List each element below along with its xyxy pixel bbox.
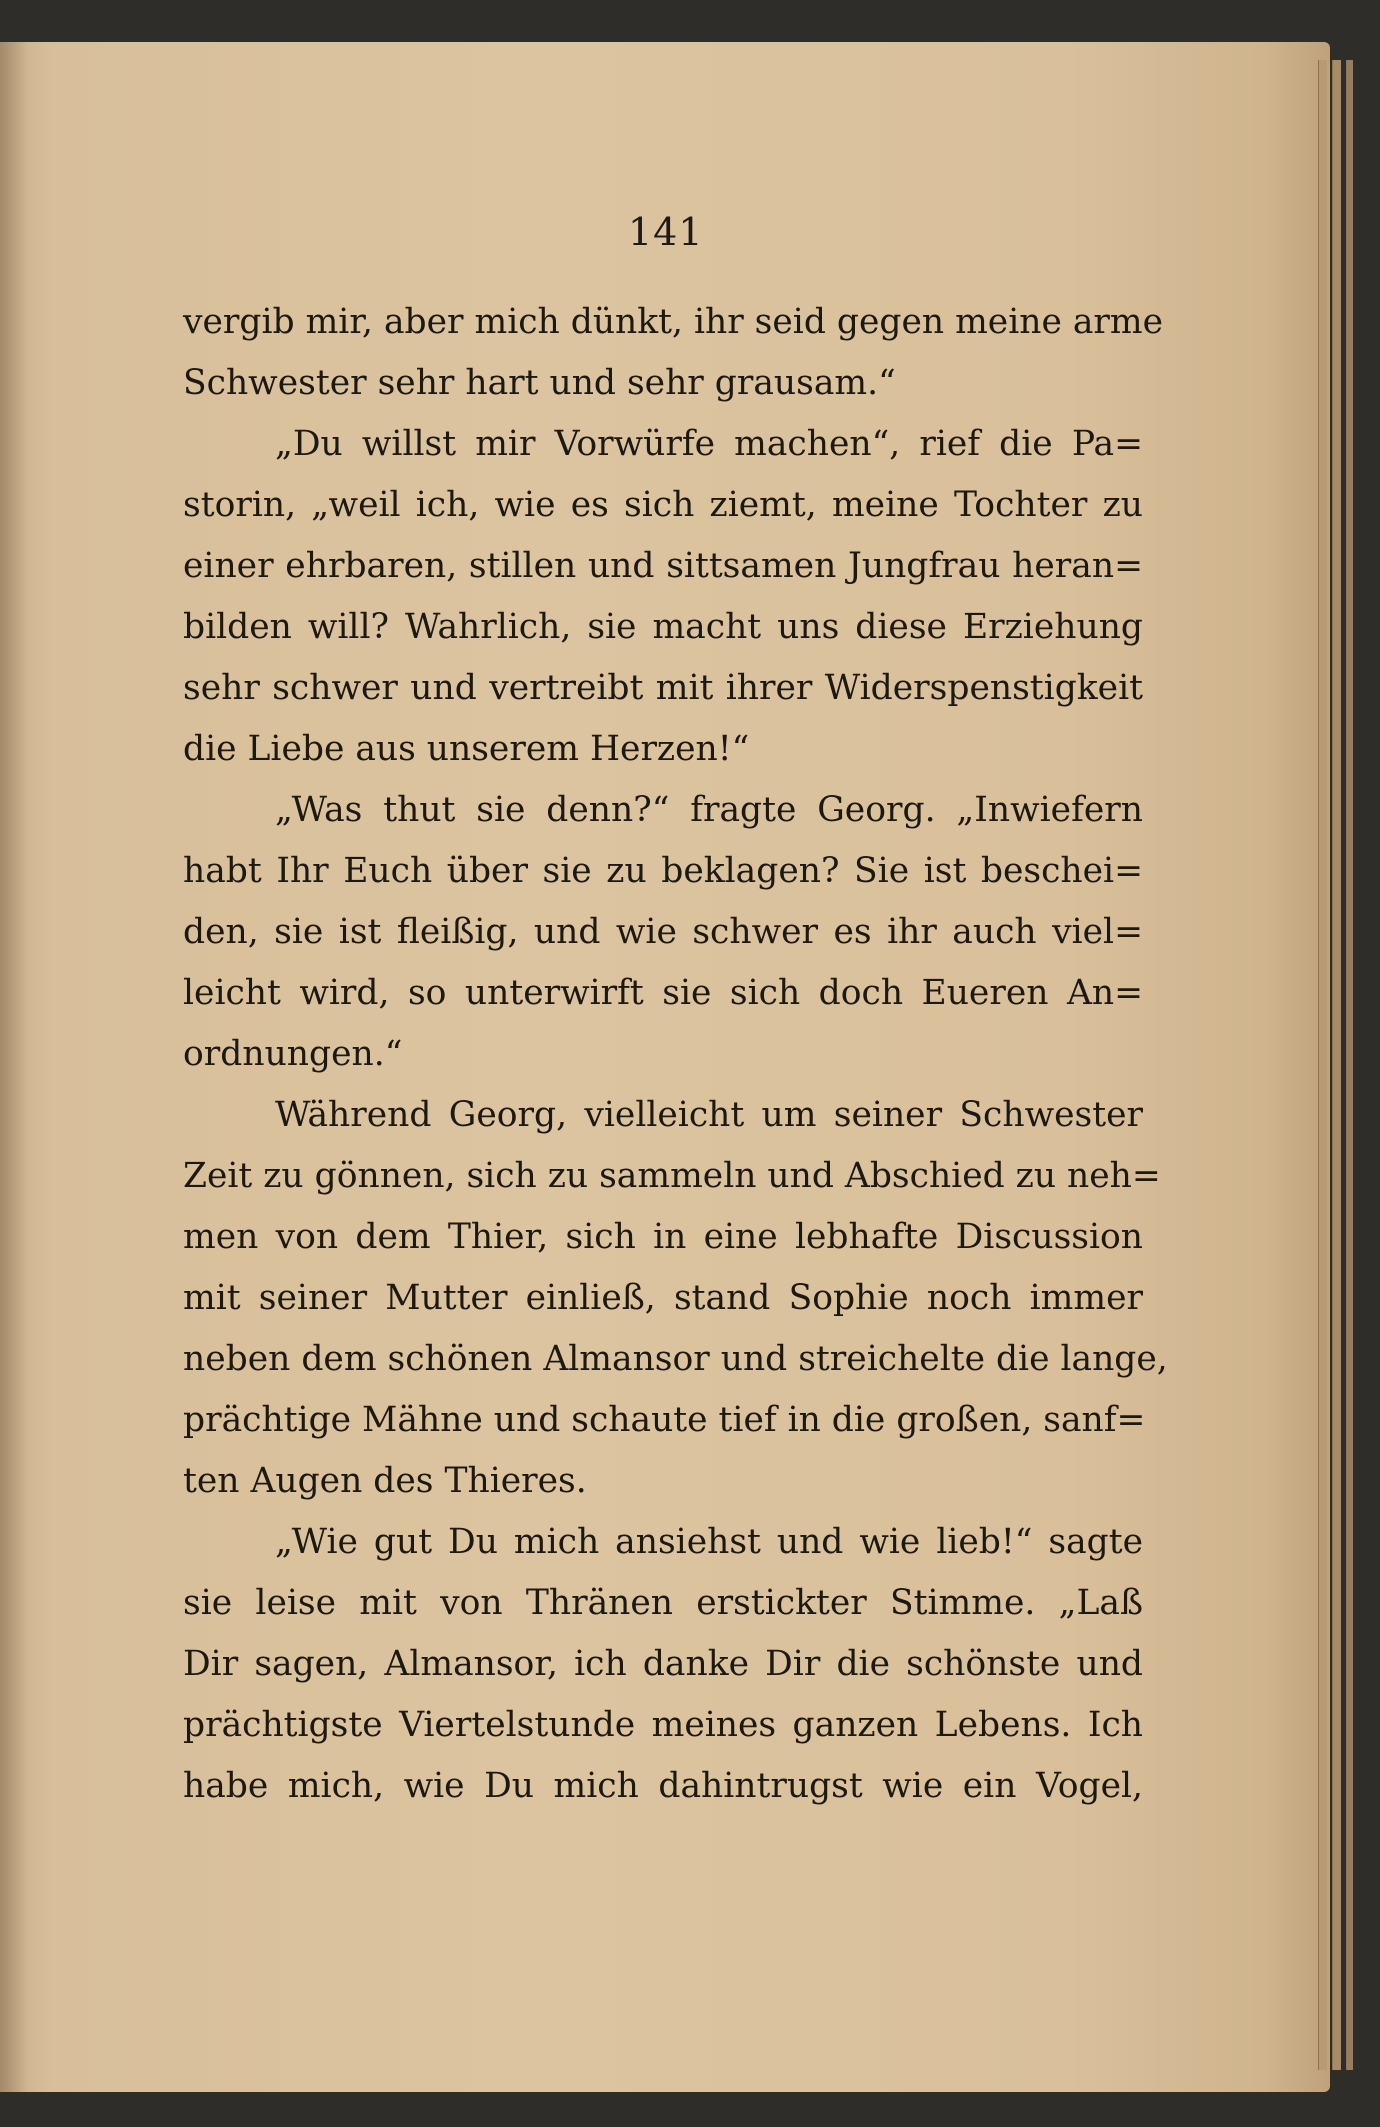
- text-line: „Was thut sie denn?“ fragte Georg. „Inwiefern: [275, 790, 1143, 830]
- text-line: storin, „weil ich, wie es sich ziemt, meine Tochter zu: [183, 485, 1143, 525]
- page-edge: [1318, 60, 1327, 2070]
- text-line: sie leise mit von Thränen erstickter Stimme. „Laß: [183, 1583, 1143, 1623]
- text-line: Zeit zu gönnen, sich zu sammeln und Abschied zu neh=: [183, 1156, 1161, 1196]
- page-number: 141: [628, 210, 704, 254]
- text-line: mit seiner Mutter einließ, stand Sophie noch immer: [183, 1278, 1143, 1318]
- text-line: habt Ihr Euch über sie zu beklagen? Sie ist beschei=: [183, 851, 1143, 891]
- text-line: vergib mir, aber mich dünkt, ihr seid gegen meine arme: [183, 302, 1164, 342]
- text-line: sehr schwer und vertreibt mit ihrer Widerspenstigkeit: [183, 668, 1143, 708]
- text-line: habe mich, wie Du mich dahintrugst wie ein Vogel,: [183, 1766, 1143, 1806]
- text-line: men von dem Thier, sich in eine lebhafte Discussion: [183, 1217, 1143, 1257]
- text-line: „Wie gut Du mich ansiehst und wie lieb!“ sagte: [275, 1522, 1143, 1562]
- text-line: Dir sagen, Almansor, ich danke Dir die schönste und: [183, 1644, 1143, 1684]
- body-text: [183, 292, 1168, 1817]
- text-line: den, sie ist fleißig, und wie schwer es ihr auch viel=: [183, 912, 1143, 952]
- text-line: leicht wird, so unterwirft sie sich doch Eueren An=: [183, 973, 1143, 1013]
- text-line: bilden will? Wahrlich, sie macht uns diese Erziehung: [183, 607, 1143, 647]
- text-line: prächtige Mähne und schaute tief in die großen, sanf=: [183, 1400, 1146, 1440]
- spine-shadow: [0, 42, 28, 2092]
- text-line: Schwester sehr hart und sehr grausam.“: [183, 363, 896, 403]
- text-line: die Liebe aus unserem Herzen!“: [183, 729, 750, 769]
- text-line: neben dem schönen Almansor und streichelte die lange,: [183, 1339, 1168, 1379]
- text-line: „Du willst mir Vorwürfe machen“, rief die Pa=: [275, 424, 1143, 464]
- page-edge: [1346, 60, 1353, 2070]
- text-line: ordnungen.“: [183, 1034, 403, 1074]
- text-line: prächtigste Viertelstunde meines ganzen Lebens. Ich: [183, 1705, 1143, 1745]
- text-line: ten Augen des Thieres.: [183, 1461, 587, 1501]
- page-edge: [1332, 60, 1341, 2070]
- text-line: Während Georg, vielleicht um seiner Schwester: [275, 1095, 1143, 1135]
- text-line: einer ehrbaren, stillen und sittsamen Jungfrau heran=: [183, 546, 1143, 586]
